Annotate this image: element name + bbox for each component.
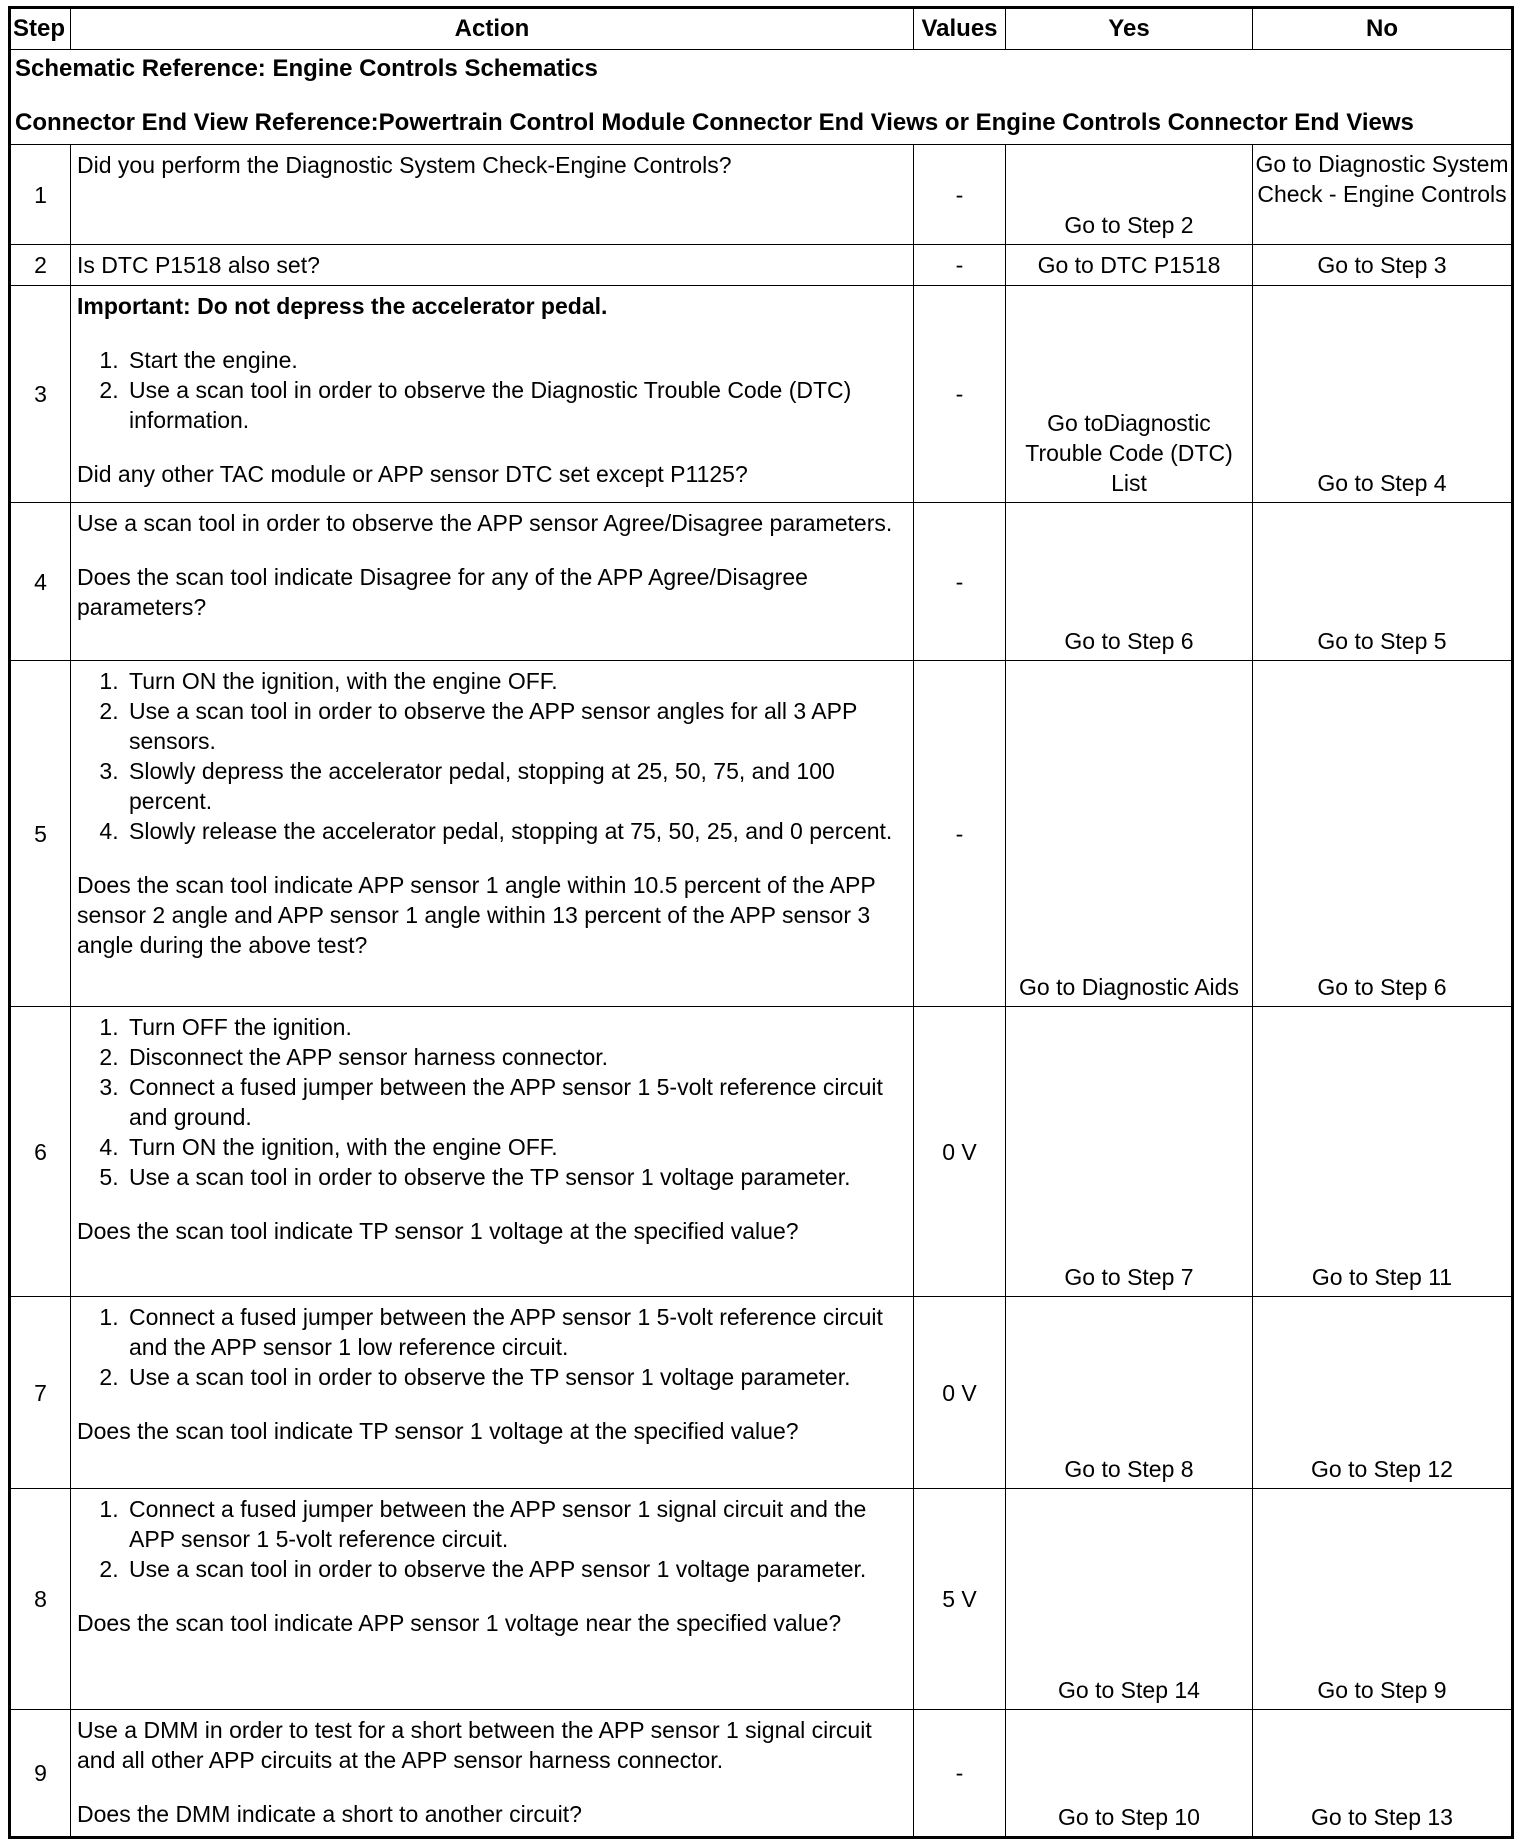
action-question: Does the scan tool indicate TP sensor 1 voltage at the specified value? <box>77 1218 799 1244</box>
value-cell: 0 V <box>914 1007 1006 1297</box>
action-cell <box>71 1297 914 1489</box>
table-row <box>10 1297 1513 1489</box>
no-cell: Go to Step 6 <box>1253 661 1513 1007</box>
table-row <box>10 1489 1513 1710</box>
action-cell <box>71 245 914 286</box>
step-number: 8 <box>10 1489 71 1710</box>
yes-cell: Go to Step 14 <box>1006 1489 1253 1710</box>
value-cell: - <box>914 661 1006 1007</box>
value-cell: - <box>914 245 1006 286</box>
step-list <box>77 1012 907 1192</box>
table-row <box>10 1007 1513 1297</box>
reference-cell <box>10 50 1513 145</box>
action-cell <box>71 1007 914 1297</box>
no-cell: Go to Step 9 <box>1253 1489 1513 1710</box>
action-intro: Use a DMM in order to test for a short between the APP sensor 1 signal circuit and all other APP circuits at the APP sensor harness connector. <box>77 1717 872 1773</box>
action-question: Does the DMM indicate a short to another circuit? <box>77 1801 582 1827</box>
list-item: 3. Connect a fused jumper between the APP sensor 1 5-volt reference circuit and ground. <box>125 1072 907 1132</box>
list-item: 2. Use a scan tool in order to observe the Diagnostic Trouble Code (DTC) information. <box>125 375 907 435</box>
value-cell: - <box>914 145 1006 245</box>
no-cell: Go to Step 13 <box>1253 1710 1513 1838</box>
table-row <box>10 245 1513 286</box>
yes-cell: Go to Step 6 <box>1006 503 1253 661</box>
action-question: Is DTC P1518 also set? <box>77 252 320 278</box>
step-number: 7 <box>10 1297 71 1489</box>
no-cell: Go to Step 4 <box>1253 286 1513 503</box>
reference-row <box>10 50 1513 145</box>
yes-cell: Go toDiagnostic Trouble Code (DTC) List <box>1006 286 1253 503</box>
header-yes: Yes <box>1006 8 1253 50</box>
value-cell: 0 V <box>914 1297 1006 1489</box>
header-step: Step <box>10 8 71 50</box>
step-list <box>77 345 907 435</box>
action-cell <box>71 661 914 1007</box>
value-cell: - <box>914 503 1006 661</box>
list-item: 2. Use a scan tool in order to observe the APP sensor 1 voltage parameter. <box>125 1554 907 1584</box>
list-item: 5. Use a scan tool in order to observe the TP sensor 1 voltage parameter. <box>125 1162 907 1192</box>
action-cell <box>71 503 914 661</box>
action-question: Does the scan tool indicate APP sensor 1 voltage near the specified value? <box>77 1610 842 1636</box>
yes-cell: Go to Step 8 <box>1006 1297 1253 1489</box>
list-item: 3. Slowly depress the accelerator pedal, stopping at 25, 50, 75, and 100 percent. <box>125 756 907 816</box>
no-cell: Go to Step 12 <box>1253 1297 1513 1489</box>
list-item: 2. Use a scan tool in order to observe the APP sensor angles for all 3 APP sensors. <box>125 696 907 756</box>
step-list <box>77 666 907 846</box>
header-action: Action <box>71 8 914 50</box>
action-cell <box>71 286 914 503</box>
list-item: 1. Start the engine. <box>125 345 907 375</box>
action-question: Does the scan tool indicate APP sensor 1 angle within 10.5 percent of the APP sensor 2 angle and APP sensor 1 angle within 13 percent of the APP sensor 3 angle during the above test? <box>77 872 876 958</box>
yes-cell: Go to Step 10 <box>1006 1710 1253 1838</box>
action-question: Did you perform the Diagnostic System Check-Engine Controls? <box>77 152 732 178</box>
list-item: 1. Connect a fused jumper between the APP sensor 1 5-volt reference circuit and the APP sensor 1 low reference circuit. <box>125 1302 907 1362</box>
table-row <box>10 145 1513 245</box>
header-values: Values <box>914 8 1006 50</box>
step-number: 9 <box>10 1710 71 1838</box>
yes-cell: Go to Diagnostic Aids <box>1006 661 1253 1007</box>
table-row <box>10 1710 1513 1838</box>
list-item: 4. Slowly release the accelerator pedal, stopping at 75, 50, 25, and 0 percent. <box>125 816 907 846</box>
step-number: 5 <box>10 661 71 1007</box>
value-cell: 5 V <box>914 1489 1006 1710</box>
schematic-reference: Schematic Reference: Engine Controls Schematics <box>15 55 598 82</box>
list-item: 4. Turn ON the ignition, with the engine OFF. <box>125 1132 907 1162</box>
step-number: 2 <box>10 245 71 286</box>
yes-cell: Go to Step 7 <box>1006 1007 1253 1297</box>
no-cell: Go to Diagnostic System Check - Engine Controls <box>1253 145 1513 245</box>
action-question: Did any other TAC module or APP sensor DTC set except P1125? <box>77 461 748 487</box>
action-cell <box>71 1710 914 1838</box>
step-number: 4 <box>10 503 71 661</box>
table-row <box>10 503 1513 661</box>
action-question: Does the scan tool indicate TP sensor 1 voltage at the specified value? <box>77 1418 799 1444</box>
yes-cell: Go to Step 2 <box>1006 145 1253 245</box>
no-cell: Go to Step 3 <box>1253 245 1513 286</box>
list-item: 1. Connect a fused jumper between the APP sensor 1 signal circuit and the APP sensor 1 5-volt reference circuit. <box>125 1494 907 1554</box>
header-row <box>10 8 1513 50</box>
step-list <box>77 1302 907 1392</box>
list-item: 1. Turn ON the ignition, with the engine OFF. <box>125 666 907 696</box>
important-note: Important: Do not depress the accelerator pedal. <box>77 293 608 319</box>
value-cell: - <box>914 1710 1006 1838</box>
step-list <box>77 1494 907 1584</box>
yes-cell: Go to DTC P1518 <box>1006 245 1253 286</box>
list-item: 2. Disconnect the APP sensor harness connector. <box>125 1042 907 1072</box>
table-row <box>10 661 1513 1007</box>
action-intro: Use a scan tool in order to observe the APP sensor Agree/Disagree parameters. <box>77 510 893 536</box>
step-number: 6 <box>10 1007 71 1297</box>
step-number: 1 <box>10 145 71 245</box>
table-row <box>10 286 1513 503</box>
no-cell: Go to Step 5 <box>1253 503 1513 661</box>
action-cell <box>71 1489 914 1710</box>
connector-reference: Connector End View Reference:Powertrain Control Module Connector End Views or Engine Controls Connector End Views <box>15 109 1414 136</box>
action-cell <box>71 145 914 245</box>
value-cell: - <box>914 286 1006 503</box>
header-no: No <box>1253 8 1513 50</box>
step-number: 3 <box>10 286 71 503</box>
list-item: 2. Use a scan tool in order to observe the TP sensor 1 voltage parameter. <box>125 1362 907 1392</box>
diagnostic-table <box>8 6 1514 1839</box>
list-item: 1. Turn OFF the ignition. <box>125 1012 907 1042</box>
action-question: Does the scan tool indicate Disagree for any of the APP Agree/Disagree parameters? <box>77 564 808 620</box>
no-cell: Go to Step 11 <box>1253 1007 1513 1297</box>
